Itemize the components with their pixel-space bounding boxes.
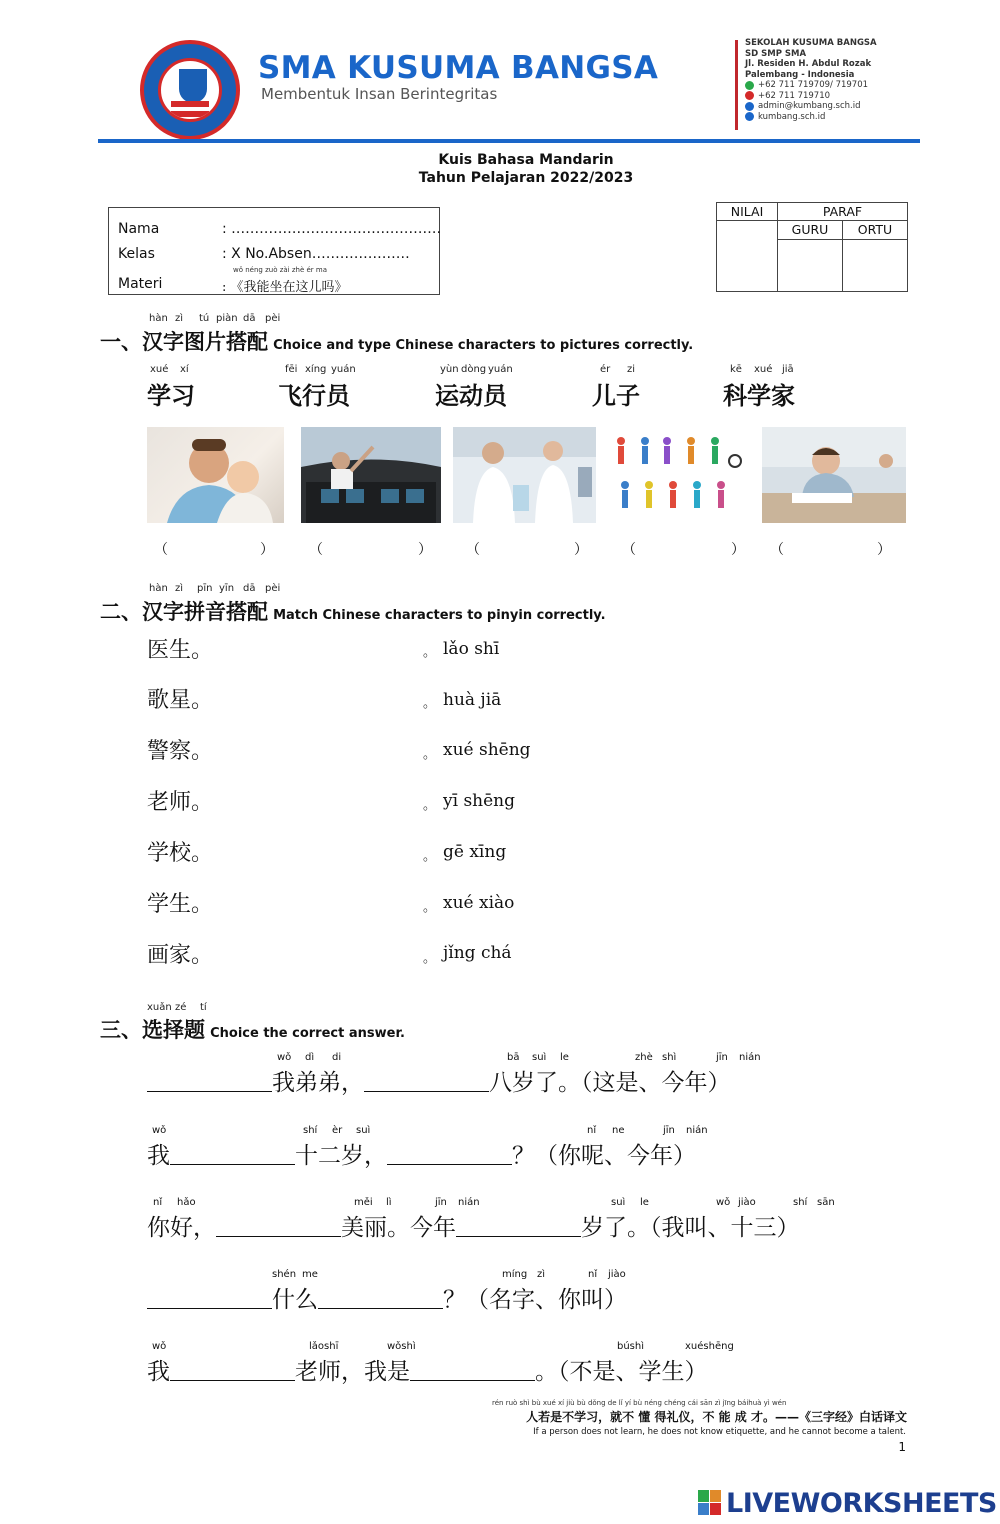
school-year: Tahun Pelajaran 2022/2023 <box>418 170 634 186</box>
question-text: 我 <box>147 1143 170 1169</box>
materi-value: : 《我能坐在这儿吗》 <box>222 280 348 295</box>
word-hanzi: 学习 <box>147 381 195 410</box>
match-hanzi[interactable]: 警察。 <box>147 739 214 764</box>
question-text: 十二岁， <box>295 1143 387 1169</box>
match-dot[interactable]: 。 <box>423 645 437 660</box>
match-pinyin[interactable]: xué shēng <box>443 740 531 760</box>
question-pinyin: měi <box>354 1197 373 1208</box>
question-text: 你好， <box>147 1215 216 1241</box>
section3-instruction: Choice the correct answer. <box>210 1026 405 1041</box>
match-hanzi[interactable]: 学生。 <box>147 892 214 917</box>
answer-paren-open: （ <box>770 542 784 558</box>
match-pinyin[interactable]: jǐng chá <box>443 943 512 963</box>
match-dot[interactable]: 。 <box>423 747 437 762</box>
answer-blank[interactable] <box>364 1070 489 1092</box>
contact-website[interactable]: kumbang.sch.id <box>758 111 826 122</box>
question-pinyin: sān <box>817 1197 835 1208</box>
section2-instruction: Match Chinese characters to pinyin correctly. <box>273 608 606 623</box>
match-dot[interactable]: 。 <box>423 696 437 711</box>
answer-blank[interactable] <box>410 1359 535 1381</box>
contact-line: Palembang - Indonesia <box>745 69 855 80</box>
match-dot[interactable]: 。 <box>423 900 437 915</box>
pilot-cockpit-photo <box>301 427 441 523</box>
paraf-header: PARAF <box>778 203 908 221</box>
section2-pinyin: pīn <box>197 583 213 594</box>
match-dot[interactable]: 。 <box>423 849 437 864</box>
match-hanzi[interactable]: 学校。 <box>147 841 214 866</box>
nilai-cell[interactable] <box>717 221 778 292</box>
section1-instruction: Choice and type Chinese characters to pictures correctly. <box>273 338 694 353</box>
scientists-lab-photo <box>453 427 596 523</box>
question-pinyin: wǒ <box>716 1197 731 1208</box>
section1-pinyin: hàn <box>149 313 168 324</box>
section1-title: 一、汉字图片搭配 <box>100 329 268 354</box>
question-pinyin: suì <box>611 1197 626 1208</box>
materi-pinyin: wǒ néng zuò zài zhè ér ma <box>233 266 327 274</box>
question-pinyin: jiào <box>608 1269 626 1280</box>
header-divider <box>735 40 738 130</box>
question-pinyin: nián <box>458 1197 480 1208</box>
quote-pinyin: rén ruò shì bù xué xí jiù bù dǒng de lǐ yí bù néng chéng cái sān zì jīng báihuà yì wén <box>492 1399 787 1407</box>
ortu-header: ORTU <box>843 221 908 240</box>
page-number: 1 <box>898 1440 906 1454</box>
section1-heading <box>100 326 693 356</box>
name-field[interactable]: : ……………………………………… <box>222 221 442 237</box>
word-pinyin: yùn <box>440 364 459 375</box>
answer-blank[interactable] <box>456 1215 581 1237</box>
section3-pinyin: xuǎn <box>147 1002 172 1013</box>
question-pinyin: wǒ <box>152 1125 167 1136</box>
match-hanzi[interactable]: 老师。 <box>147 790 214 815</box>
question-pinyin: shén <box>272 1269 297 1280</box>
nilai-header: NILAI <box>717 203 778 221</box>
section3-pinyin: tí <box>200 1002 207 1013</box>
question-text: 。（不是、学生） <box>535 1359 708 1385</box>
question-pinyin: jīn <box>663 1125 675 1136</box>
globe-icon <box>745 112 754 121</box>
question-pinyin: di <box>332 1052 342 1063</box>
word-pinyin: yuán <box>488 364 513 375</box>
match-pinyin[interactable]: gē xīng <box>443 842 507 862</box>
section3-title: 三、选择题 <box>100 1017 205 1042</box>
word-pinyin: fēi <box>285 364 298 375</box>
answer-paren-open: （ <box>309 542 323 558</box>
word-hanzi: 运动员 <box>435 381 507 410</box>
materi-label: Materi <box>118 276 163 292</box>
match-pinyin[interactable]: yī shēng <box>443 791 516 811</box>
answer-paren-close: ） <box>574 542 588 558</box>
contact-block <box>745 38 877 122</box>
question-pinyin: nián <box>686 1125 708 1136</box>
word-pinyin: xué <box>150 364 169 375</box>
section3-pinyin: zé <box>175 1002 187 1013</box>
answer-input-1[interactable] <box>172 537 258 559</box>
question-pinyin: le <box>640 1197 649 1208</box>
answer-paren-open: （ <box>622 542 636 558</box>
answer-input-3[interactable] <box>484 537 572 559</box>
answer-paren-close: ） <box>731 542 745 558</box>
name-label: Nama <box>118 221 160 237</box>
contact-line: Jl. Residen H. Abdul Rozak <box>745 59 872 69</box>
word-hanzi: 科学家 <box>723 381 795 410</box>
liveworksheets-logo-icon <box>698 1490 722 1516</box>
word-hanzi: 飞行员 <box>278 381 350 410</box>
father-baby-photo <box>147 427 284 523</box>
school-name: SMA KUSUMA BANGSA <box>258 50 659 86</box>
section1-pinyin: piàn <box>216 313 238 324</box>
section1-pinyin: pèi <box>265 313 281 324</box>
question-pinyin: nǐ <box>587 1125 597 1136</box>
answer-input-5[interactable] <box>788 537 875 559</box>
match-pinyin[interactable]: lǎo shī <box>443 639 500 659</box>
section2-pinyin: dā <box>243 583 256 594</box>
fax-icon <box>745 91 754 100</box>
question-pinyin: míng <box>502 1269 528 1280</box>
class-label: Kelas <box>118 246 155 262</box>
section3-heading <box>100 1014 405 1044</box>
question-text: 美丽。今年 <box>341 1215 456 1241</box>
question-pinyin: nǐ <box>588 1269 598 1280</box>
word-pinyin: kē <box>730 364 742 375</box>
question-pinyin: zhè <box>635 1052 653 1063</box>
question-text: 我弟弟， <box>272 1070 364 1096</box>
word-pinyin: yuán <box>331 364 356 375</box>
question-pinyin: suì <box>532 1052 547 1063</box>
contact-fax: +62 711 719710 <box>758 90 831 101</box>
section2-pinyin: pèi <box>265 583 281 594</box>
question-pinyin: me <box>302 1269 318 1280</box>
athletes-illustration <box>609 427 748 523</box>
match-hanzi[interactable]: 歌星。 <box>147 688 214 713</box>
question-text: 老师，我是 <box>295 1359 410 1385</box>
question-pinyin: suì <box>356 1125 371 1136</box>
question-text: ？（你呢、今年） <box>512 1143 696 1169</box>
question-pinyin: búshì <box>617 1341 645 1352</box>
question-pinyin: wǒ <box>277 1052 292 1063</box>
question-text: 八岁了。（这是、今年） <box>489 1070 731 1096</box>
contact-email[interactable]: admin@kumbang.sch.id <box>758 101 861 111</box>
question-2 <box>147 1137 696 1170</box>
question-pinyin: zì <box>537 1269 546 1280</box>
question-pinyin: xuéshēng <box>685 1341 734 1352</box>
question-text: ？（名字、你叫） <box>443 1287 627 1313</box>
answer-blank[interactable] <box>170 1143 295 1165</box>
answer-paren-open: （ <box>466 542 480 558</box>
question-pinyin: shí <box>793 1197 808 1208</box>
contact-line: SD SMP SMA <box>745 48 807 59</box>
match-pinyin[interactable]: xué xiào <box>443 893 515 913</box>
word-pinyin: jiā <box>782 364 794 375</box>
question-text: 岁了。（我叫、十三） <box>581 1215 800 1241</box>
answer-input-2[interactable] <box>327 537 416 559</box>
question-text: 我 <box>147 1359 170 1385</box>
word-pinyin: xué <box>754 364 773 375</box>
question-pinyin: èr <box>332 1125 343 1136</box>
answer-paren-close: ） <box>877 542 891 558</box>
section1-pinyin: zì <box>175 313 184 324</box>
match-dot[interactable]: 。 <box>423 951 437 966</box>
question-5 <box>147 1353 708 1386</box>
answer-input-4[interactable] <box>640 537 729 559</box>
question-pinyin: shì <box>662 1052 677 1063</box>
boy-studying-photo <box>762 427 906 523</box>
question-pinyin: lì <box>386 1197 392 1208</box>
match-hanzi[interactable]: 医生。 <box>147 638 214 663</box>
guru-header: GURU <box>778 221 843 240</box>
question-pinyin: hǎo <box>177 1197 196 1208</box>
answer-blank[interactable] <box>170 1359 295 1381</box>
question-pinyin: lǎoshī <box>309 1341 339 1352</box>
question-pinyin: jīn <box>435 1197 447 1208</box>
contact-phone: +62 711 719709/ 719701 <box>758 80 869 90</box>
word-pinyin: ér <box>600 364 611 375</box>
question-pinyin: jiào <box>738 1197 756 1208</box>
answer-blank[interactable] <box>216 1215 341 1237</box>
ortu-cell[interactable] <box>843 240 908 292</box>
question-pinyin: shí <box>303 1125 318 1136</box>
question-3 <box>147 1209 800 1242</box>
word-pinyin: dòng <box>461 364 487 375</box>
question-pinyin: jīn <box>716 1052 728 1063</box>
match-pinyin[interactable]: huà jiā <box>443 690 502 710</box>
section2-pinyin: yīn <box>219 583 235 594</box>
answer-blank[interactable] <box>387 1143 512 1165</box>
question-4 <box>147 1281 627 1314</box>
header-rule <box>98 139 920 143</box>
answer-blank[interactable] <box>318 1287 443 1309</box>
student-info-box <box>108 207 440 295</box>
question-pinyin: wǒshì <box>387 1341 416 1352</box>
word-pinyin: xí <box>180 364 189 375</box>
question-pinyin: nǐ <box>153 1197 163 1208</box>
answer-paren-open: （ <box>154 542 168 558</box>
quote-text: 人若是不学习，就不 懂 得礼仪，不 能 成 才。——《三字经》白话译文 <box>526 1410 907 1424</box>
answer-paren-close: ） <box>418 542 432 558</box>
question-pinyin: le <box>560 1052 569 1063</box>
class-field[interactable]: : X No.Absen………………… <box>222 246 410 262</box>
question-pinyin: bā <box>507 1052 520 1063</box>
guru-cell[interactable] <box>778 240 843 292</box>
school-tagline: Membentuk Insan Berintegritas <box>261 85 498 103</box>
word-hanzi: 儿子 <box>592 381 640 410</box>
question-pinyin: ne <box>612 1125 625 1136</box>
question-pinyin: dì <box>305 1052 315 1063</box>
quiz-title: Kuis Bahasa Mandarin <box>438 152 614 168</box>
liveworksheets-brand[interactable]: LIVEWORKSHEETS <box>726 1488 997 1519</box>
section2-pinyin: hàn <box>149 583 168 594</box>
contact-line: SEKOLAH KUSUMA BANGSA <box>745 38 877 48</box>
phone-icon <box>745 81 754 90</box>
match-dot[interactable]: 。 <box>423 798 437 813</box>
answer-paren-close: ） <box>260 542 274 558</box>
section2-pinyin: zì <box>175 583 184 594</box>
email-icon <box>745 102 754 111</box>
section1-pinyin: tú <box>199 313 210 324</box>
section1-pinyin: dā <box>243 313 256 324</box>
school-logo <box>140 40 240 140</box>
question-pinyin: nián <box>739 1052 761 1063</box>
grade-table <box>716 202 908 292</box>
section2-heading <box>100 596 606 626</box>
question-text: 什么 <box>272 1287 318 1313</box>
word-pinyin: xíng <box>305 364 327 375</box>
answer-blank[interactable] <box>147 1070 272 1092</box>
answer-blank[interactable] <box>147 1287 272 1309</box>
word-pinyin: zi <box>627 364 636 375</box>
match-hanzi[interactable]: 画家。 <box>147 943 214 968</box>
question-pinyin: wǒ <box>152 1341 167 1352</box>
question-1 <box>147 1064 731 1097</box>
quote-translation: If a person does not learn, he does not know etiquette, and he cannot become a talent. <box>533 1427 906 1437</box>
section2-title: 二、汉字拼音搭配 <box>100 599 268 624</box>
